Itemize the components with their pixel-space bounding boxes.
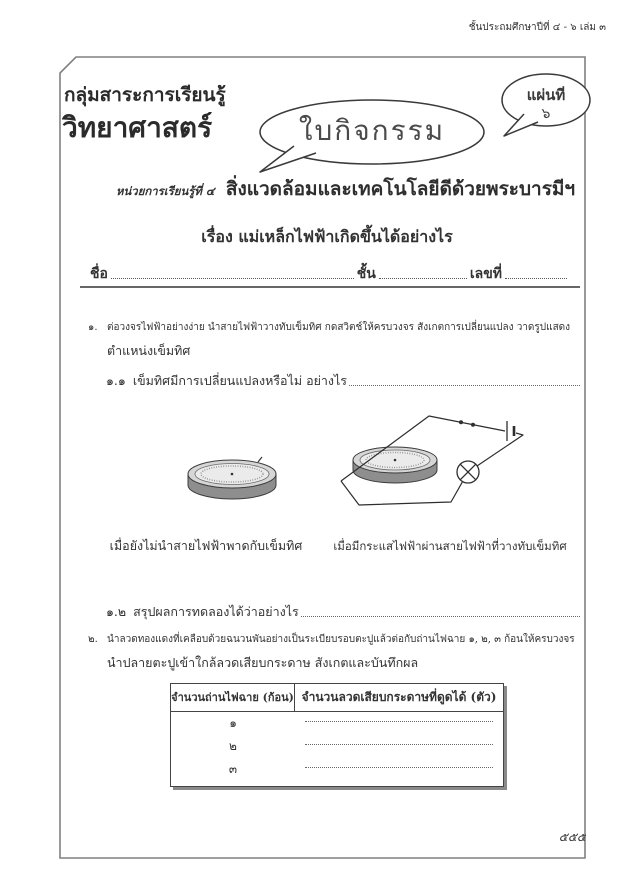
battery-count-cell: ๓ [228, 762, 238, 776]
unit-heading [116, 174, 580, 204]
compass-pivot [394, 459, 397, 462]
sheet-number: ๖ [541, 106, 551, 122]
part1-text: เข็มทิศมีการเปลี่ยนแปลงหรือไม่ อย่างไร [132, 373, 348, 388]
page-number: ๕๕๕ [558, 830, 586, 844]
wire-to-bulb [477, 433, 523, 466]
header-battery-count: จำนวนถ่านไฟฉาย (ก้อน) [171, 684, 295, 711]
part1-answer-line [349, 385, 580, 386]
question2-line2 [107, 653, 577, 673]
table-row [171, 712, 503, 735]
subject-group-label: กลุ่มสาระการเรียนรู้ [64, 84, 226, 106]
unit-title: สิ่งแวดล้อมและเทคโนโลยีดีด้วยพระบารมีฯ [225, 178, 576, 200]
topic-title: เรื่อง แม่เหล็กไฟฟ้าเกิดขึ้นได้อย่างไร [201, 227, 453, 246]
question1-line1 [88, 318, 582, 338]
compass-circuit-figure [335, 405, 545, 515]
table-header-row [171, 684, 503, 712]
results-table [170, 683, 504, 787]
compass-icon [353, 447, 437, 483]
switch-terminal [459, 420, 463, 424]
grade-info: ชั้นประถมศึกษาปีที่ ๔ - ๖ เล่ม ๓ [468, 22, 606, 33]
figure2-caption: เมื่อมีกระแสไฟฟ้าผ่านสายไฟฟ้าที่วางทับเข็มทิศ [333, 539, 567, 553]
answer-dotted-line [305, 758, 493, 768]
compass-north-mark [258, 457, 262, 462]
part2-text: สรุปผลการทดลองได้ว่าอย่างไร [133, 604, 299, 619]
battery-count-cell: ๑ [229, 716, 237, 730]
question1-number: ๑. [88, 322, 98, 333]
answer-dotted-line [305, 735, 493, 745]
battery-count-cell: ๒ [229, 739, 237, 753]
question1-part1 [106, 371, 580, 391]
clip-count-cell [295, 758, 503, 781]
student-info-row [90, 262, 570, 284]
clip-count-cell [295, 735, 503, 758]
switch-terminal [471, 423, 475, 427]
clip-count-cell [295, 712, 503, 735]
unit-label: หน่วยการเรียนรู้ที่ ๔ [116, 184, 215, 198]
number-blank [505, 278, 567, 279]
header-clip-count: จำนวนลวดเสียบกระดาษที่ดูดได้ (ตัว) [301, 690, 497, 704]
class-label: ชั้น [356, 266, 376, 282]
wire-bottom [341, 481, 463, 505]
question1-text-line1: ต่อวงจรไฟฟ้าอย่างง่าย นำสายไฟฟ้าวางทับเข็มทิศ กดสวิตช์ให้ครบวงจร สังเกตการเปลี่ยนแปลง วาดรูปแสดง [107, 322, 571, 333]
figure1-caption: เมื่อยังไม่นำสายไฟฟ้าพาดกับเข็มทิศ [109, 538, 303, 553]
worksheet-title: ใบกิจกรรม [298, 114, 446, 147]
question1-line2 [107, 341, 577, 361]
header-divider [80, 286, 580, 288]
compass-pivot [231, 473, 234, 476]
sheet-label: แผ่นที่ [526, 86, 566, 104]
number-label: เลขที่ [469, 266, 502, 282]
question2-number: ๒. [88, 634, 98, 645]
compass-figure [184, 444, 280, 510]
name-label: ชื่อ [90, 266, 108, 282]
name-blank [111, 278, 354, 279]
question2-line1 [88, 630, 582, 650]
table-row [171, 735, 503, 758]
question1-part2 [106, 602, 580, 622]
subject-name: วิทยาศาสตร์ [62, 111, 213, 144]
question2-text-line2: นำปลายตะปูเข้าใกล้ลวดเสียบกระดาษ สังเกตและบันทึกผล [107, 655, 419, 670]
question1-text-line2: ตำแหน่งเข็มทิศ [107, 343, 191, 358]
bulb-icon [457, 461, 479, 483]
class-blank [379, 278, 467, 279]
answer-dotted-line [305, 712, 493, 722]
part2-number: ๑.๒ [106, 604, 127, 619]
question2-text-line1: นำลวดทองแดงที่เคลือบด้วยฉนวนพันอย่างเป็นระเบียบรอบตะปูแล้วต่อกับถ่านไฟฉาย ๑, ๒, ๓ ก้อนให้ครบวงจร [107, 634, 575, 645]
part1-number: ๑.๑ [106, 373, 126, 388]
battery-icon [507, 421, 514, 441]
table-row [171, 758, 503, 781]
compass-icon [188, 457, 276, 499]
part2-answer-line [301, 616, 580, 617]
